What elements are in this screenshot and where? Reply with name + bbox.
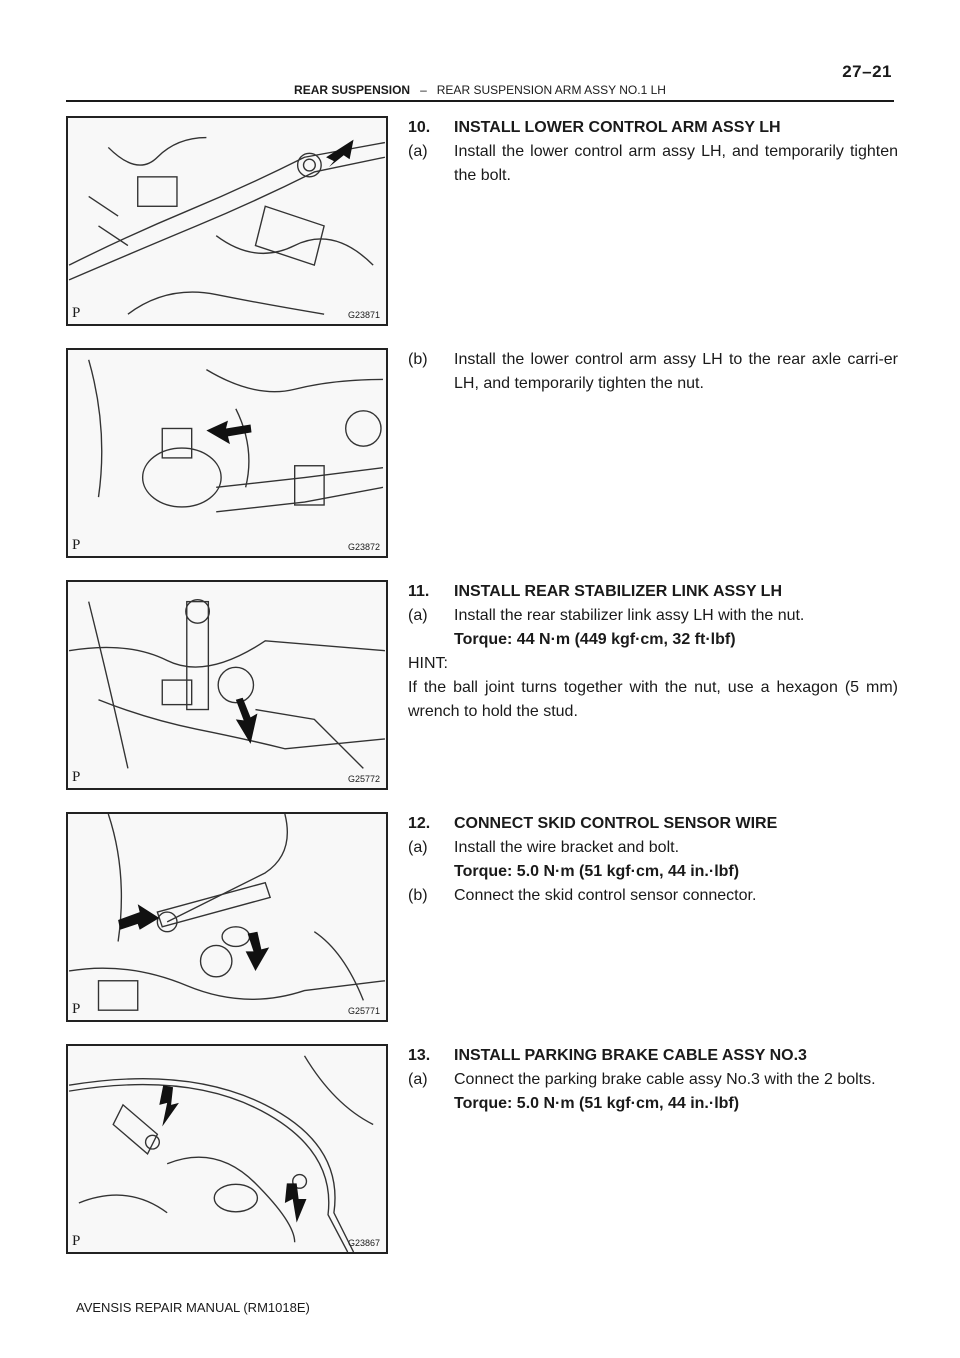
step-10 bbox=[408, 116, 898, 188]
header-subsection: REAR SUSPENSION ARM ASSY NO.1 LH bbox=[436, 83, 666, 97]
step-10-title bbox=[408, 116, 898, 140]
substep-b bbox=[408, 348, 898, 396]
figure-code: G25772 bbox=[347, 774, 380, 784]
step-13-title bbox=[408, 1044, 898, 1068]
step-title-text: CONNECT SKID CONTROL SENSOR WIRE bbox=[454, 815, 778, 832]
substep-label: (a) bbox=[408, 839, 428, 856]
figure-parking-brake-cable bbox=[66, 1044, 388, 1254]
hint-text: If the ball joint turns together with the nut, use a hexagon (5 mm) wrench to hold the stud. bbox=[408, 679, 898, 720]
step-number: 11. bbox=[408, 583, 430, 600]
substep-label: (b) bbox=[408, 351, 428, 368]
step-number: 13. bbox=[408, 1047, 431, 1064]
torque-spec: Torque: 5.0 N·m (51 kgf·cm, 44 in.·lbf) bbox=[454, 1095, 740, 1112]
substep-text: Install the lower control arm assy LH, and temporarily tighten the bolt. bbox=[454, 143, 898, 184]
substep-label: (b) bbox=[408, 887, 428, 904]
figure-stabilizer-link bbox=[66, 580, 388, 790]
step-11-title bbox=[408, 580, 898, 604]
footer-manual-id: AVENSIS REPAIR MANUAL (RM1018E) bbox=[76, 1300, 310, 1315]
figure-code: G23872 bbox=[347, 542, 380, 552]
substep-text: Install the rear stabilizer link assy LH with the nut. bbox=[454, 607, 805, 624]
figure-p-mark: P bbox=[72, 1233, 81, 1249]
substep-label: (a) bbox=[408, 143, 428, 160]
substep-b bbox=[408, 884, 898, 908]
substep-a bbox=[408, 140, 898, 188]
header-section: REAR SUSPENSION bbox=[294, 83, 411, 97]
step-13 bbox=[408, 1044, 898, 1116]
illustration-lower-arm-bolt bbox=[68, 118, 386, 324]
step-title-text: INSTALL REAR STABILIZER LINK ASSY LH bbox=[454, 583, 783, 600]
step-title-text: INSTALL PARKING BRAKE CABLE ASSY NO.3 bbox=[454, 1047, 807, 1064]
header-separator: – bbox=[420, 83, 427, 97]
substep-text: Install the lower control arm assy LH to the rear axle carri-er LH, and temporarily tighten the nut. bbox=[454, 351, 898, 392]
figure-code: G23867 bbox=[347, 1238, 380, 1248]
step-10b bbox=[408, 348, 898, 396]
figure-sensor-wire bbox=[66, 812, 388, 1022]
step-title-text: INSTALL LOWER CONTROL ARM ASSY LH bbox=[454, 119, 781, 136]
substep-a bbox=[408, 1068, 898, 1092]
figure-p-mark: P bbox=[72, 1001, 81, 1017]
step-12 bbox=[408, 812, 898, 908]
substep-label: (a) bbox=[408, 607, 428, 624]
step-number: 10. bbox=[408, 119, 431, 136]
substep-label: (a) bbox=[408, 1071, 428, 1088]
illustration-sensor-wire bbox=[68, 814, 386, 1020]
figure-lower-arm-bolt bbox=[66, 116, 388, 326]
step-11 bbox=[408, 580, 898, 724]
hint-label: HINT: bbox=[408, 655, 448, 672]
torque-spec: Torque: 5.0 N·m (51 kgf·cm, 44 in.·lbf) bbox=[454, 863, 740, 880]
page-number: 27–21 bbox=[842, 62, 892, 81]
figure-p-mark: P bbox=[72, 537, 81, 553]
substep-a bbox=[408, 836, 898, 860]
figure-code: G25771 bbox=[347, 1006, 380, 1016]
figure-lower-arm-nut bbox=[66, 348, 388, 558]
step-number: 12. bbox=[408, 815, 431, 832]
figure-p-mark: P bbox=[72, 769, 81, 785]
torque-spec: Torque: 44 N·m (449 kgf·cm, 32 ft·lbf) bbox=[454, 631, 736, 648]
substep-text: Connect the skid control sensor connector. bbox=[454, 887, 757, 904]
illustration-stabilizer-link bbox=[68, 582, 386, 788]
substep-text: Connect the parking brake cable assy No.3 with the 2 bolts. bbox=[454, 1071, 876, 1088]
figure-code: G23871 bbox=[347, 310, 380, 320]
substep-a bbox=[408, 604, 898, 628]
substep-text: Install the wire bracket and bolt. bbox=[454, 839, 680, 856]
illustration-lower-arm-nut bbox=[68, 350, 386, 556]
step-12-title bbox=[408, 812, 898, 836]
figure-p-mark: P bbox=[72, 305, 81, 321]
running-header bbox=[66, 80, 894, 102]
illustration-parking-brake-cable bbox=[68, 1046, 386, 1252]
